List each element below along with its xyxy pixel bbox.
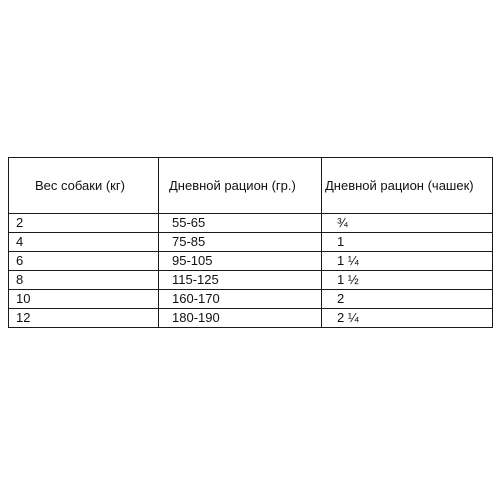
cell-grams: 160-170 <box>159 290 322 309</box>
cell-weight: 10 <box>9 290 159 309</box>
cell-cups: 2 <box>322 290 493 309</box>
table-row <box>9 290 493 309</box>
header-row <box>9 158 493 214</box>
cell-cups: ¾ <box>322 214 493 233</box>
table-row <box>9 214 493 233</box>
cell-weight: 8 <box>9 271 159 290</box>
cell-weight: 6 <box>9 252 159 271</box>
table-row <box>9 271 493 290</box>
table-row <box>9 233 493 252</box>
cell-weight: 4 <box>9 233 159 252</box>
cell-cups: 1 ¼ <box>322 252 493 271</box>
cell-grams: 75-85 <box>159 233 322 252</box>
cell-grams: 55-65 <box>159 214 322 233</box>
header-daily-ration-grams: Дневной рацион (гр.) <box>159 158 322 214</box>
header-dog-weight: Вес собаки (кг) <box>9 158 159 214</box>
cell-grams: 180-190 <box>159 309 322 328</box>
cell-grams: 95-105 <box>159 252 322 271</box>
cell-weight: 2 <box>9 214 159 233</box>
cell-weight: 12 <box>9 309 159 328</box>
feeding-table <box>8 157 493 328</box>
table-row <box>9 309 493 328</box>
table-header <box>9 158 493 214</box>
table-row <box>9 252 493 271</box>
cell-cups: 2 ¼ <box>322 309 493 328</box>
table-body <box>9 214 493 328</box>
cell-cups: 1 <box>322 233 493 252</box>
cell-cups: 1 ½ <box>322 271 493 290</box>
header-daily-ration-cups: Дневной рацион (чашек) <box>322 158 493 214</box>
cell-grams: 115-125 <box>159 271 322 290</box>
